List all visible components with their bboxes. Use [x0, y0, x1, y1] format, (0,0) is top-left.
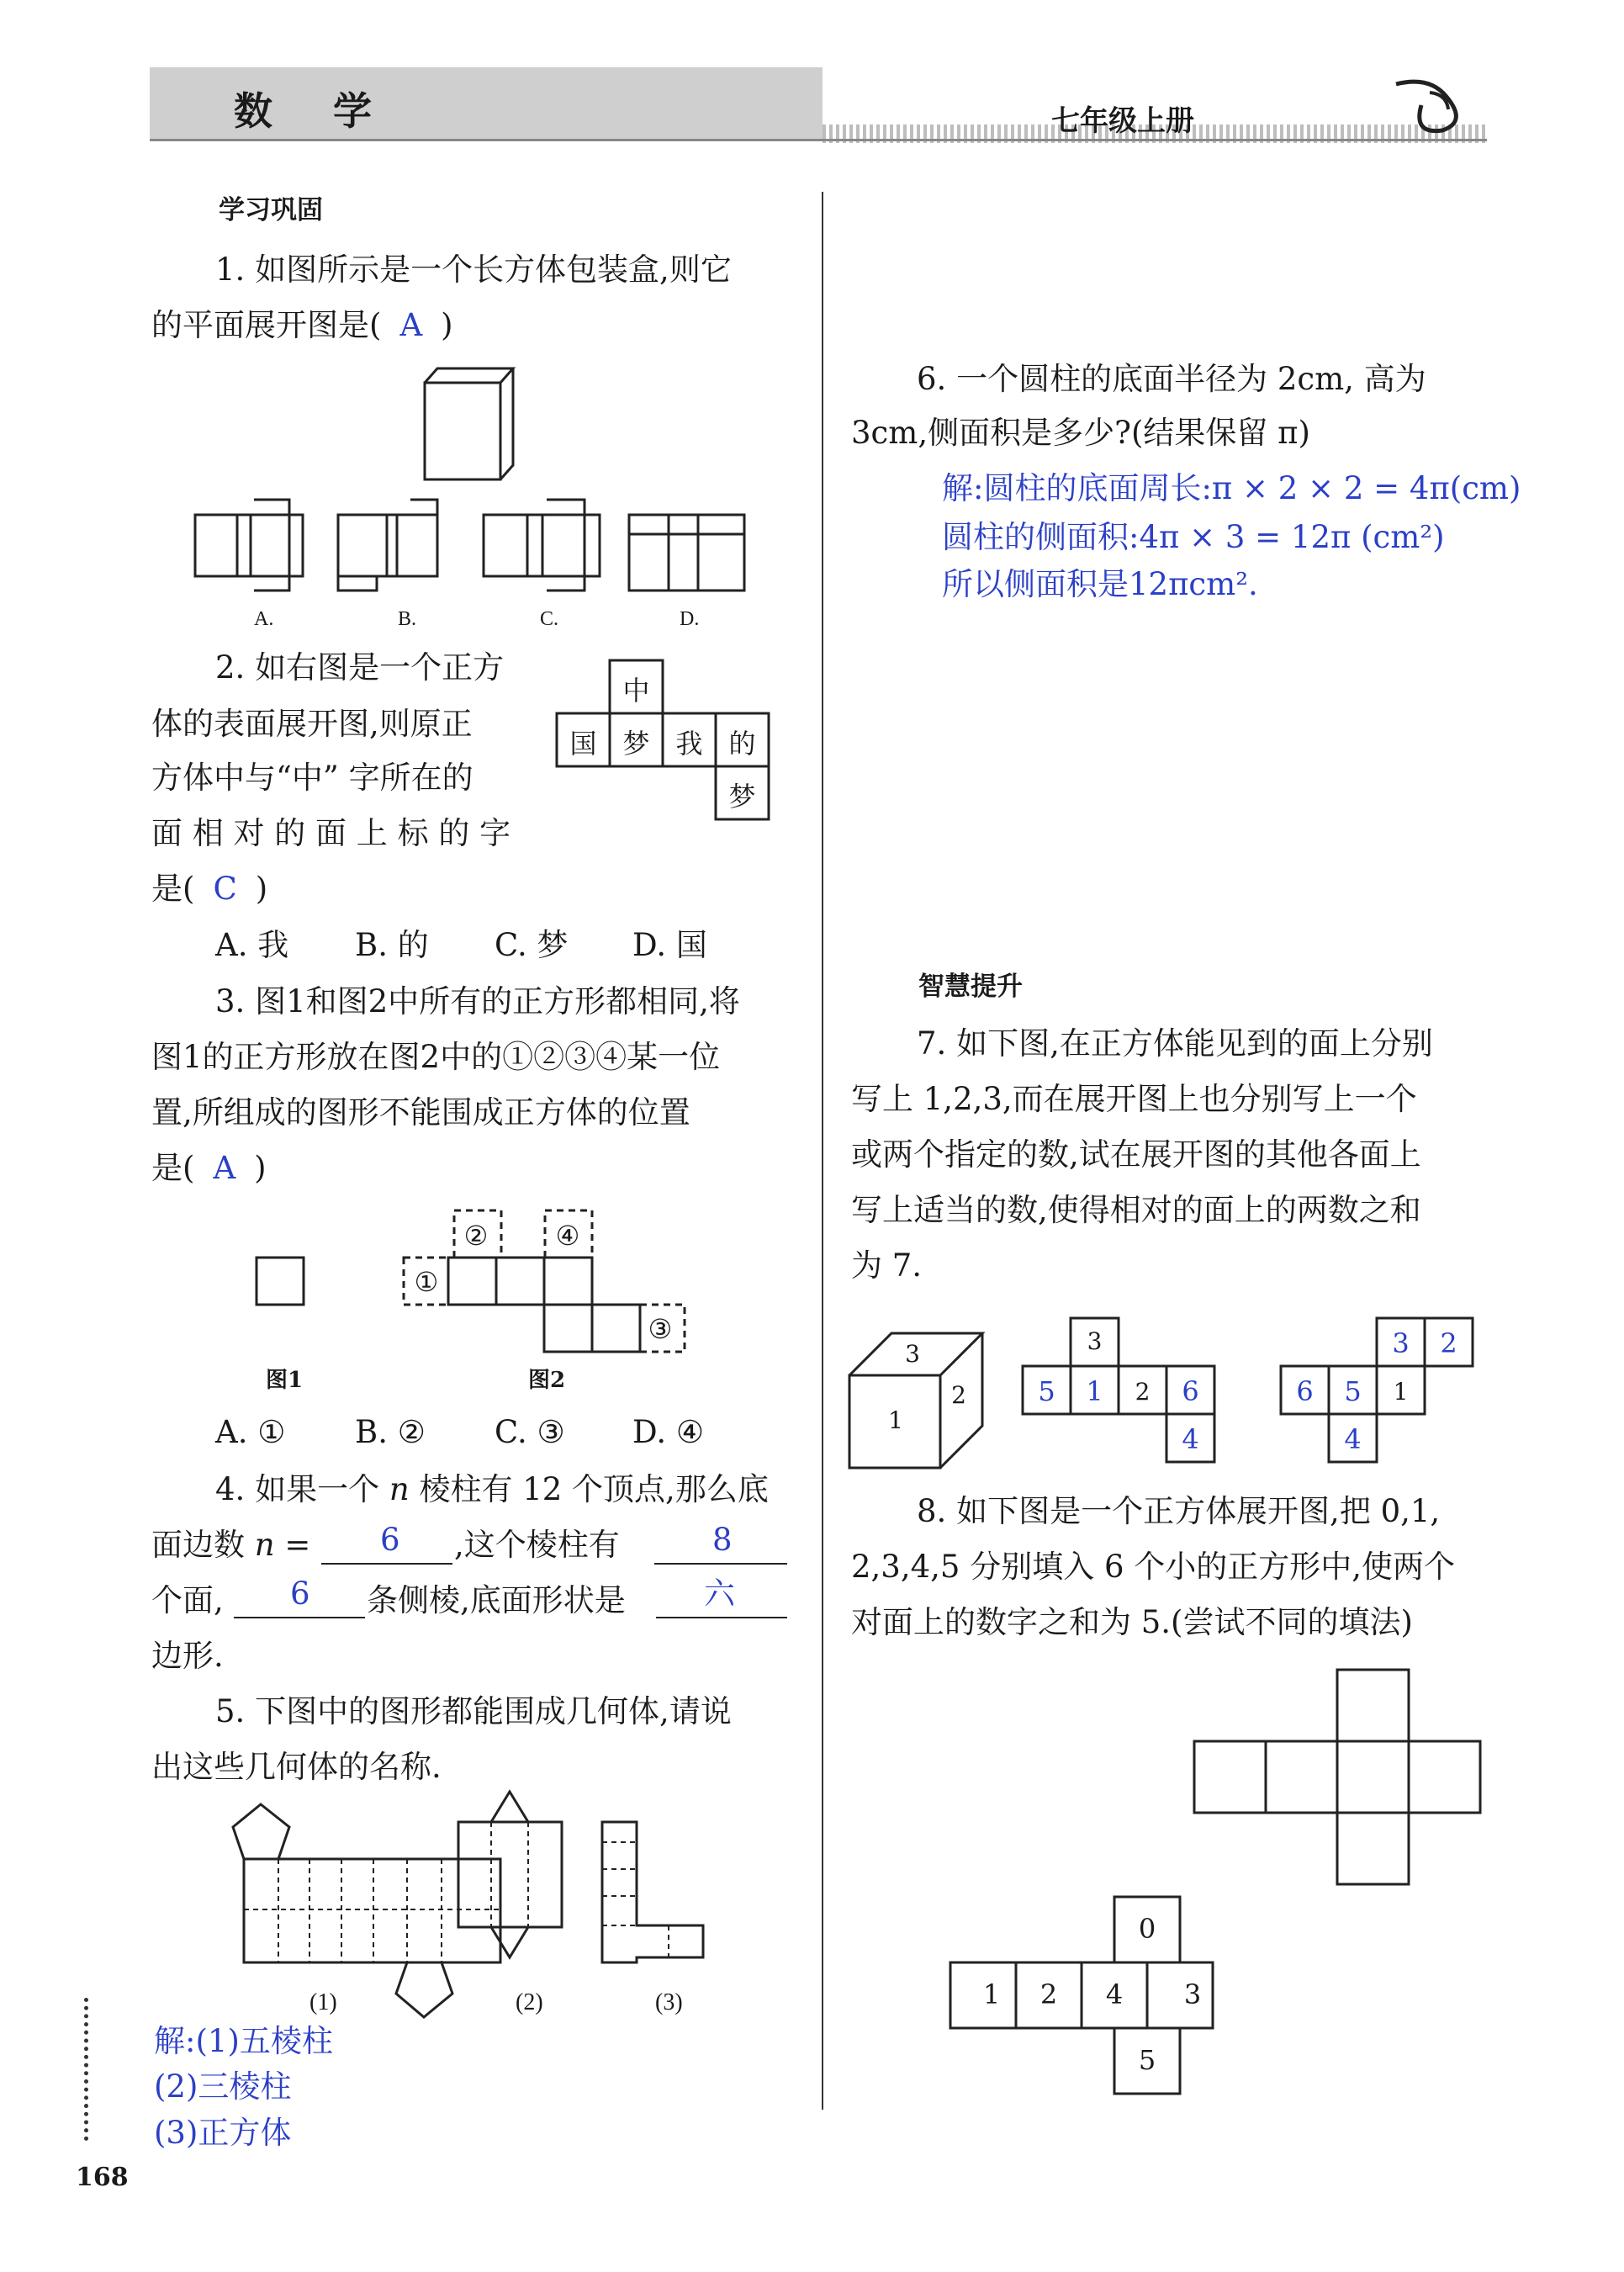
- q7-net1-cell-a: 5: [1038, 1375, 1055, 1407]
- q1-option-b: B.: [398, 608, 417, 630]
- q1-option-d: D.: [680, 608, 700, 630]
- q8-line3: 对面上的数字之和为 5.(尝试不同的填法): [851, 1604, 1413, 1640]
- q7-cube-side: 2: [951, 1381, 966, 1409]
- q3-marker-1: ①: [414, 1266, 439, 1298]
- q5-answer-3: (3)正方体: [154, 2115, 292, 2151]
- q7-line4: 写上适当的数,使得相对的面上的两数之和: [851, 1192, 1421, 1228]
- q2-line2: 体的表面展开图,则原正: [151, 706, 473, 742]
- q2-choice-c: C. 梦: [495, 927, 569, 963]
- q7-cube-front: 1: [888, 1406, 903, 1434]
- q3-choice-c: C. ③: [495, 1414, 565, 1450]
- q8-cell-5: 5: [1138, 2044, 1156, 2076]
- q7-line1: 7. 如下图,在正方体能见到的面上分别: [917, 1025, 1433, 1062]
- q2-cell-meng: 梦: [622, 728, 650, 760]
- q6-answer-2: 圆柱的侧面积:4π × 3 = 12π (cm²): [942, 519, 1445, 555]
- q5-line1: 5. 下图中的图形都能围成几何体,请说: [215, 1693, 732, 1729]
- q4-answer-3: 6: [290, 1576, 310, 1612]
- q6-line2: 3cm,侧面积是多少?(结果保留 π): [851, 415, 1310, 451]
- q3-marker-2: ②: [463, 1220, 489, 1252]
- q4-answer-1: 6: [380, 1522, 400, 1558]
- q6-answer-1: 解:圆柱的底面周长:π × 2 × 2 = 4π(cm): [942, 470, 1521, 506]
- q2-line1: 2. 如右图是一个正方: [215, 649, 505, 686]
- q5-label-1: (1): [309, 1989, 337, 2015]
- q7-net1-cell-e: 4: [1182, 1423, 1199, 1455]
- q3-line3: 置,所组成的图形不能围成正方体的位置: [151, 1094, 690, 1131]
- q7-line2: 写上 1,2,3,而在展开图上也分别写上一个: [851, 1081, 1417, 1117]
- q7-net1-cell-d: 6: [1182, 1375, 1199, 1407]
- section-title-consolidate: 学习巩固: [219, 195, 323, 225]
- q2-cell-de: 的: [728, 728, 756, 760]
- q8-line2: 2,3,4,5 分别填入 6 个小的正方形中,使两个: [851, 1549, 1456, 1585]
- q6-line1: 6. 一个圆柱的底面半径为 2cm, 高为: [917, 361, 1426, 397]
- q8-cell-4: 4: [1105, 1978, 1124, 2010]
- q3-choice-a: A. ①: [215, 1414, 286, 1450]
- q8-cell-3: 3: [1183, 1978, 1202, 2010]
- q4-line3-a: 个面,: [151, 1582, 224, 1618]
- header-grade: 七年级上册: [1051, 104, 1194, 138]
- q4-line1: 4. 如果一个 n 棱柱有 12 个顶点,那么底: [215, 1471, 769, 1507]
- q1-option-a: A.: [254, 608, 274, 630]
- q7-net1-cell-c: 2: [1135, 1378, 1151, 1406]
- q8-cell-top: 0: [1138, 1913, 1156, 1945]
- q1-line2: 的平面展开图是( A ): [151, 307, 453, 343]
- q3-answer: A: [213, 1150, 236, 1186]
- q6-answer-3: 所以侧面积是12πcm².: [942, 566, 1258, 602]
- q4-answer-2: 8: [712, 1522, 733, 1558]
- q1-line1: 1. 如图所示是一个长方体包装盒,则它: [215, 252, 732, 288]
- q5-label-2: (2): [516, 1989, 543, 2015]
- q3-line1: 3. 图1和图2中所有的正方形都相同,将: [215, 983, 740, 1019]
- q8-cell-2: 2: [1039, 1978, 1058, 2010]
- q3-line2: 图1的正方形放在图2中的①②③④某一位: [151, 1039, 721, 1075]
- q3-marker-4: ④: [555, 1220, 580, 1252]
- q7-net2-cell-b: 2: [1440, 1327, 1457, 1359]
- q7-net2-cell-e: 1: [1393, 1378, 1409, 1406]
- q1-answer: A: [399, 307, 423, 343]
- q2-cell-zhong: 中: [622, 675, 650, 707]
- q4-line2-a: 面边数 n =: [151, 1527, 311, 1563]
- q2-cell-meng2: 梦: [728, 781, 756, 813]
- q5-label-3: (3): [655, 1989, 683, 2015]
- q2-line3: 方体中与“中” 字所在的: [151, 760, 473, 796]
- q2-choice-a: A. 我: [215, 927, 289, 963]
- q7-net1-cell-b: 1: [1086, 1375, 1103, 1407]
- page-number: 168: [76, 2163, 129, 2192]
- q4-line2-b: ,这个棱柱有: [454, 1527, 620, 1563]
- q2-choice-d: D. 国: [632, 927, 707, 963]
- q7-line5: 为 7.: [851, 1247, 923, 1284]
- q2-cell-wo: 我: [675, 728, 703, 760]
- q8-line1: 8. 如下图是一个正方体展开图,把 0,1,: [917, 1493, 1441, 1529]
- q4-line3-b: 条侧棱,底面形状是: [367, 1582, 626, 1618]
- q3-marker-3: ③: [648, 1313, 673, 1345]
- q8-cell-1: 1: [982, 1978, 1001, 2010]
- q7-cube-top: 3: [905, 1340, 920, 1368]
- q2-line5: 是( C ): [151, 871, 268, 907]
- q3-fig2-label: 图2: [528, 1368, 566, 1393]
- q7-net1-cell-top: 3: [1087, 1327, 1103, 1355]
- q7-line3: 或两个指定的数,试在展开图的其他各面上: [851, 1136, 1421, 1173]
- q7-net2-cell-d: 5: [1344, 1375, 1362, 1407]
- q4-answer-4: 六: [704, 1576, 735, 1612]
- q2-choice-b: B. 的: [355, 927, 429, 963]
- header-subject: 数 学: [234, 88, 396, 134]
- q5-answer-2: (2)三棱柱: [154, 2068, 292, 2105]
- q3-choice-d: D. ④: [632, 1414, 705, 1450]
- section-title-wisdom: 智慧提升: [918, 972, 1023, 1002]
- q2-cell-guo: 国: [569, 728, 597, 760]
- q2-line4: 面 相 对 的 面 上 标 的 字: [151, 815, 511, 851]
- q1-option-c: C.: [540, 608, 559, 630]
- q3-choice-b: B. ②: [355, 1414, 426, 1450]
- q5-answer-1: 解:(1)五棱柱: [154, 2023, 333, 2059]
- q4-line4: 边形.: [151, 1638, 224, 1674]
- q5-line2: 出这些几何体的名称.: [151, 1749, 442, 1785]
- q7-net2-cell-a: 3: [1392, 1327, 1410, 1359]
- q7-net2-cell-f: 4: [1344, 1423, 1362, 1455]
- q2-answer: C: [213, 871, 237, 907]
- q3-fig1-label: 图1: [266, 1368, 304, 1393]
- q3-line4: 是( A ): [151, 1150, 267, 1186]
- q7-net2-cell-c: 6: [1296, 1375, 1314, 1407]
